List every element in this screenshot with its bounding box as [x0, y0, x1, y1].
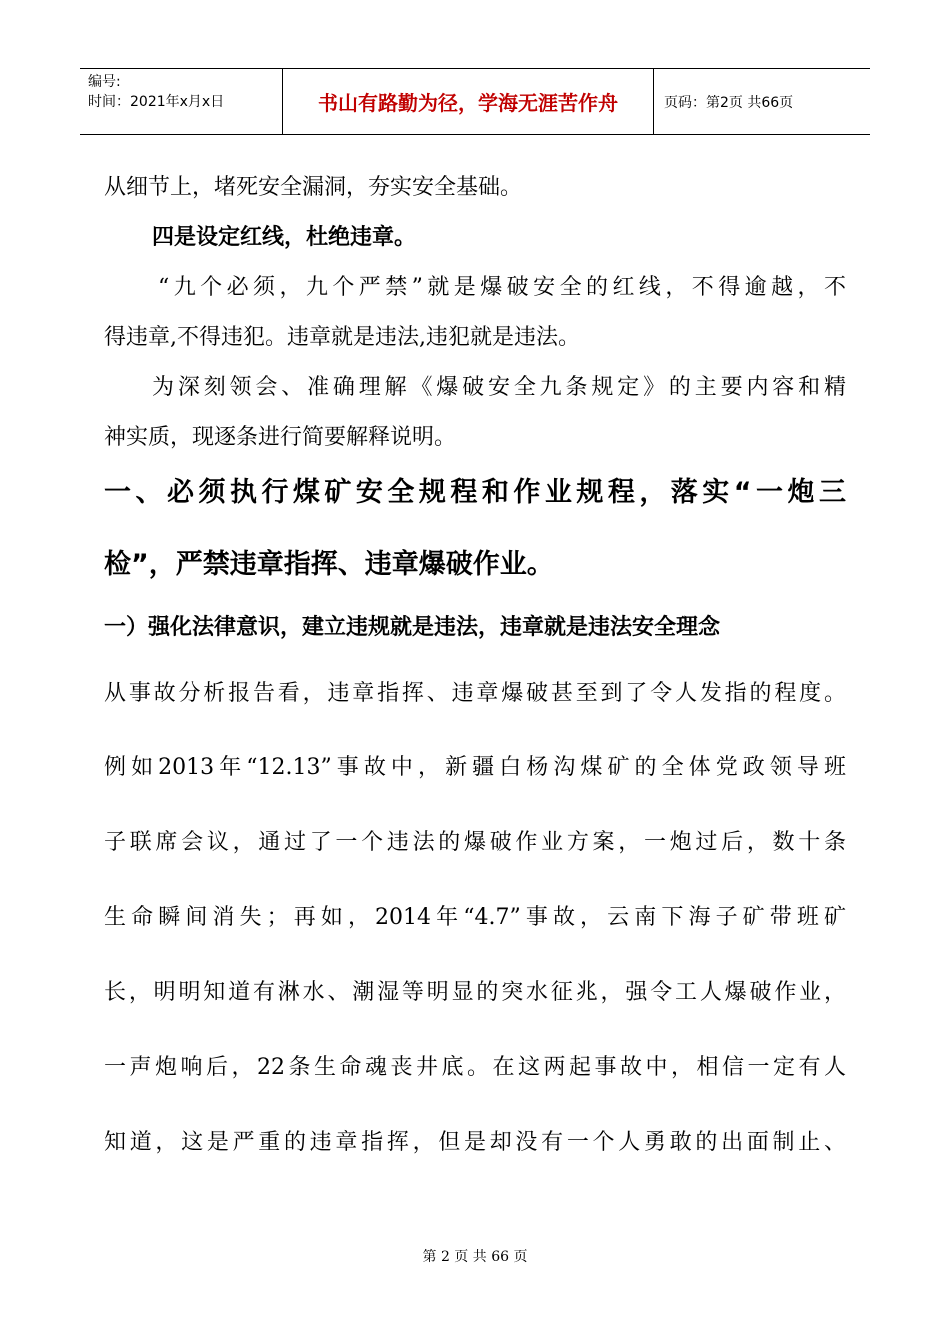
header-table: [80, 68, 870, 135]
article-heading-line: 检”，严禁违章指挥、违章爆破作业。: [104, 549, 554, 580]
section-heading-red-line: 四是设定红线，杜绝违章。: [152, 225, 417, 250]
body-line: 一声炮响后，22条生命魂丧井底。在这两起事故中，相信一定有人: [104, 1055, 846, 1080]
header-motto-cell: [282, 69, 654, 134]
document-time-label: 时间：2021年x月x日: [88, 94, 225, 110]
body-line: 从细节上，堵死安全漏洞，夯实安全基础。: [104, 175, 523, 200]
header-motto: 书山有路勤为径，学海无涯苦作舟: [318, 91, 618, 115]
body-line: 为深刻领会、准确理解《爆破安全九条规定》的主要内容和精: [152, 375, 846, 400]
header-page-info: 页码：第2页 共66页: [664, 94, 794, 111]
body-line: 长，明明知道有淋水、潮湿等明显的突水征兆，强令工人爆破作业，: [104, 980, 846, 1005]
document-number-label: 编号:: [88, 74, 121, 90]
body-line: 得违章,不得违犯。违章就是违法,违犯就是违法。: [104, 325, 580, 350]
body-line: “九个必须，九个严禁”就是爆破安全的红线，不得逾越，不: [158, 275, 846, 300]
body-line: 生命瞬间消失；再如，2014年“4.7”事故，云南下海子矿带班矿: [104, 905, 846, 930]
body-line: 例如2013年“12.13”事故中，新疆白杨沟煤矿的全体党政领导班: [104, 755, 846, 780]
body-line: 知道，这是严重的违章指挥，但是却没有一个人勇敢的出面制止、: [104, 1130, 846, 1155]
header-meta: [80, 69, 282, 134]
article-heading-line: 一、必须执行煤矿安全规程和作业规程，落实“一炮三: [104, 477, 846, 508]
page-footer: 第 2 页 共 66 页: [422, 1249, 528, 1265]
body-line: 神实质，现逐条进行简要解释说明。: [104, 425, 457, 450]
subsection-heading: 一）强化法律意识，建立违规就是违法，违章就是违法安全理念: [104, 615, 721, 640]
header-page-cell: [654, 69, 870, 134]
body-line: 子联席会议，通过了一个违法的爆破作业方案，一炮过后，数十条: [104, 830, 846, 855]
body-line: 从事故分析报告看，违章指挥、违章爆破甚至到了令人发指的程度。: [104, 681, 846, 706]
